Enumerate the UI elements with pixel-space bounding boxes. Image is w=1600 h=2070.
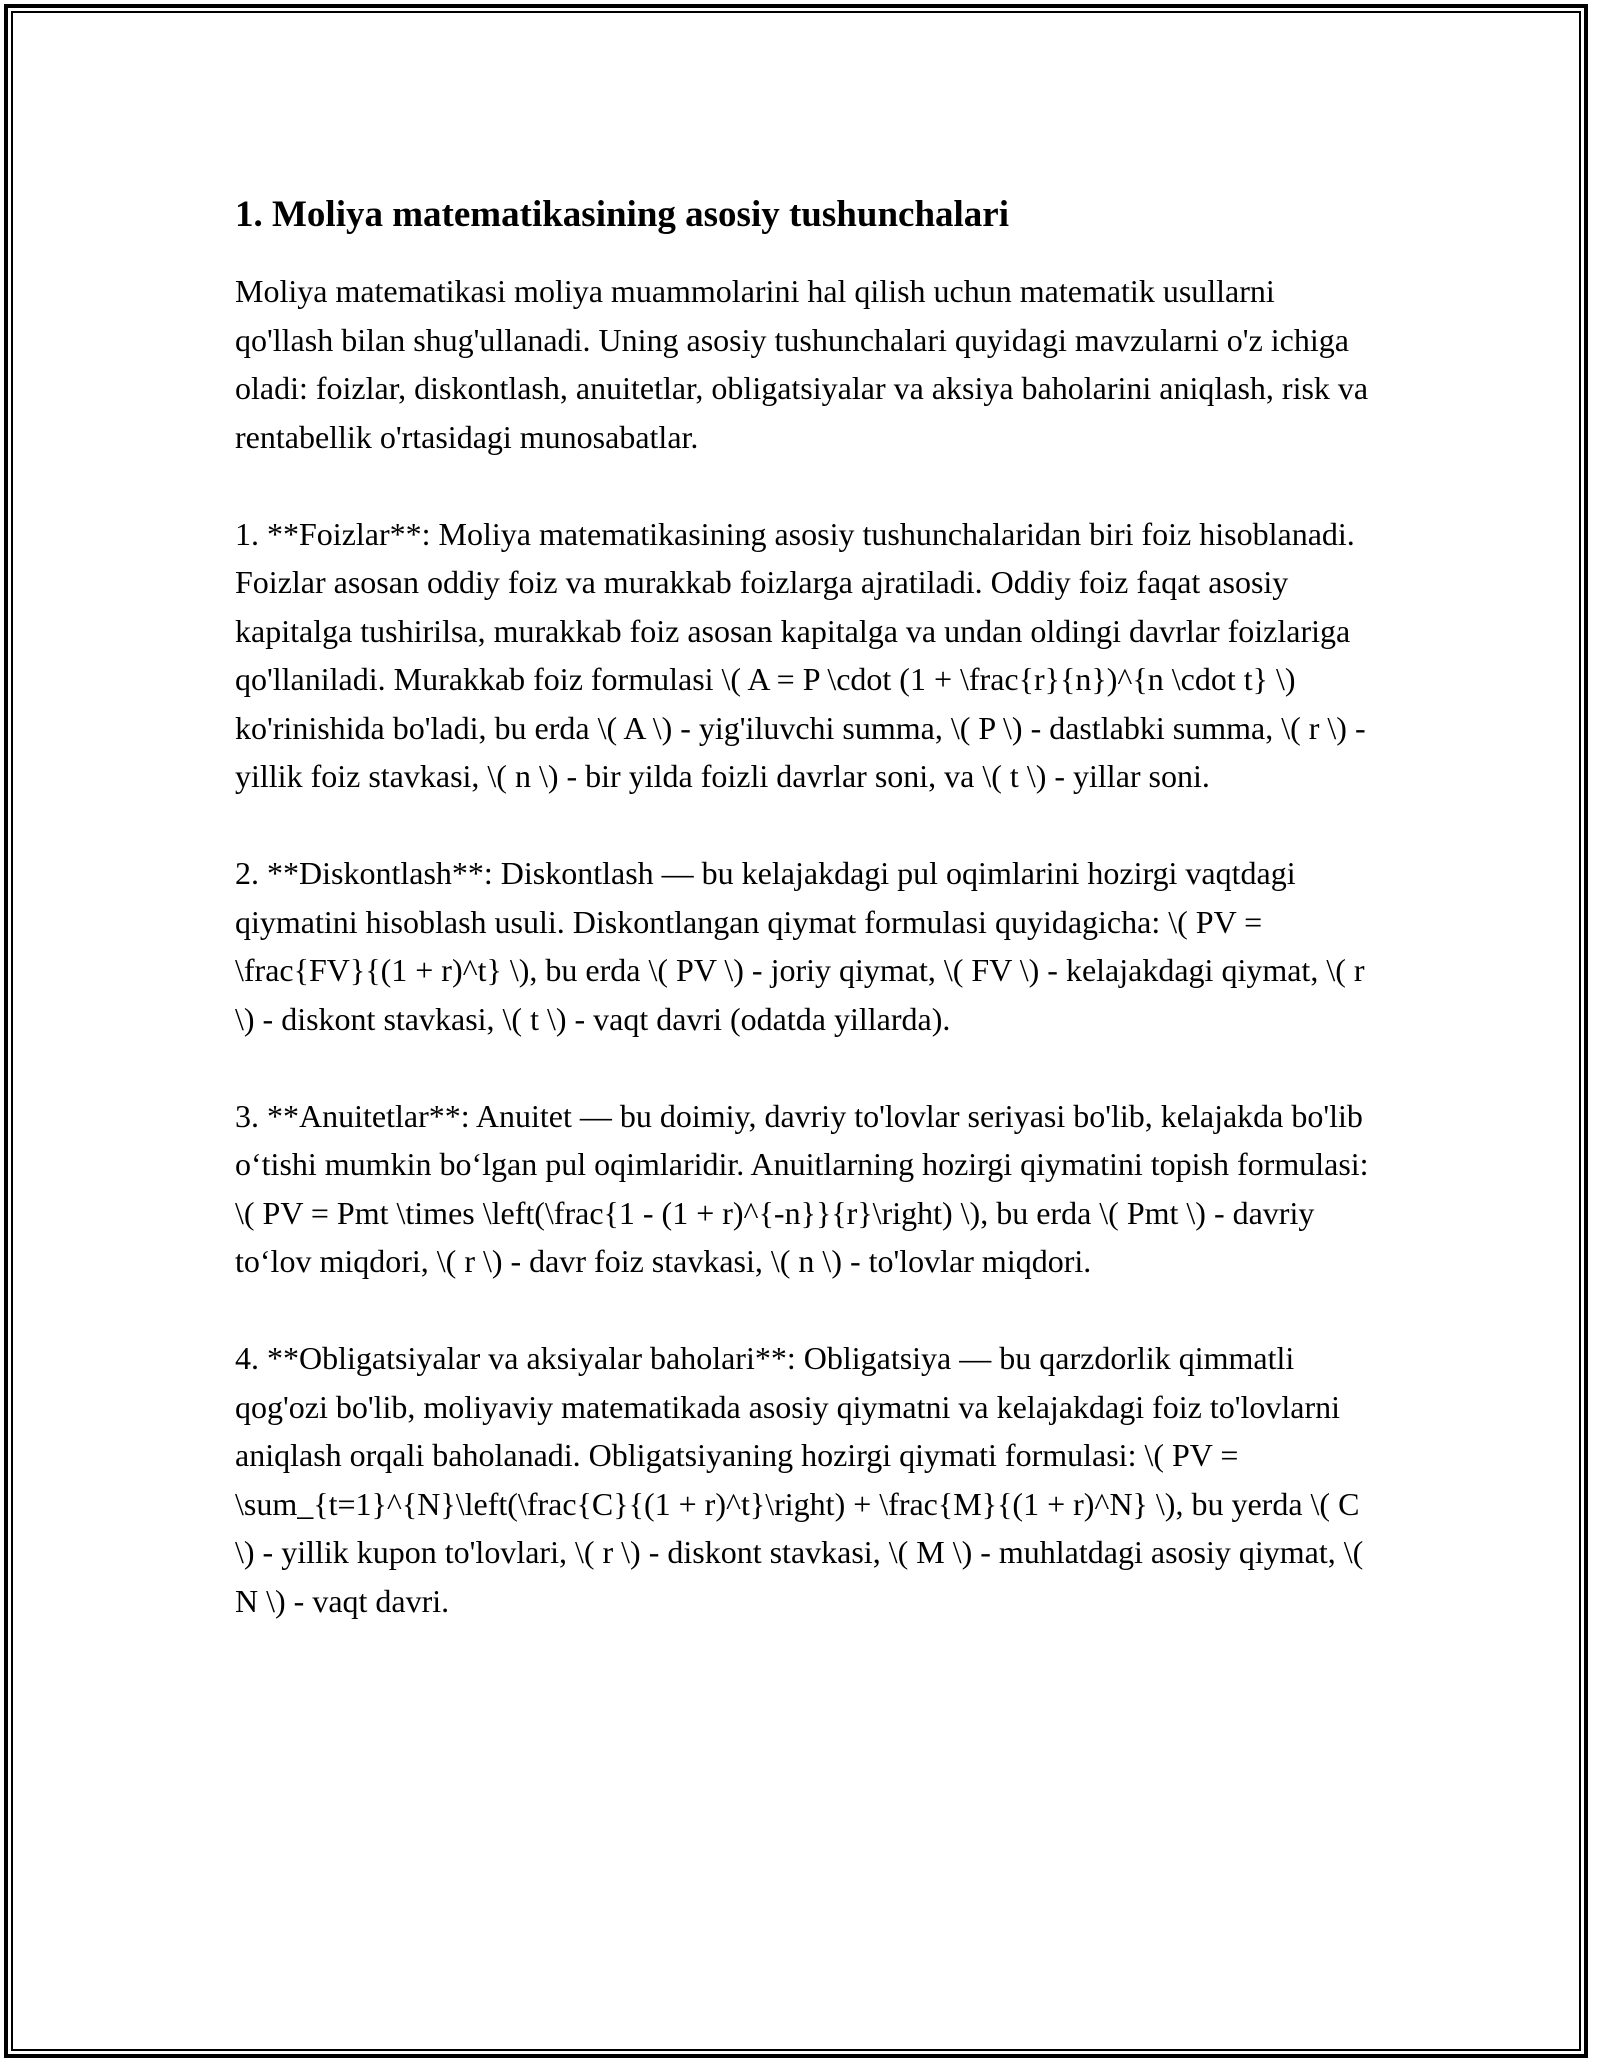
paragraph-diskontlash: 2. **Diskontlash**: Diskontlash — bu kelajakdagi pul oqimlarini hozirgi vaqtdagi qiymatini hisoblash usuli. Diskontlangan qiymat formulasi quyidagicha: \( PV = \frac{FV}{(1 + r)^t} \), bu erda \( PV \) - joriy qiymat, \( FV \) - kelajakdagi qiymat, \( r \) - diskont stavkasi, \( t \) - vaqt davri (odatda yillarda).: [235, 855, 1365, 1037]
paragraph-anuitetlar: 3. **Anuitetlar**: Anuitet — bu doimiy, davriy to'lovlar seriyasi bo'lib, kelajakda bo'lib o‘tishi mumkin bo‘lgan pul oqimlaridir. Anuitlarning hozirgi qiymatini topish formulasi: \( PV = Pmt \times \left(\frac{1 - (1 + r)^{-n}}{r}\right) \), bu erda \( Pmt \) - davriy to‘lov miqdori, \( r \) - davr foiz stavkasi, \( n \) - to'lovlar miqdori.: [235, 1097, 1369, 1279]
paragraph-foizlar: 1. **Foizlar**: Moliya matematikasining asosiy tushunchalaridan biri foiz hisoblanadi. Foizlar asosan oddiy foiz va murakkab foizlarga ajratiladi. Oddiy foiz faqat asosiy kapitalga tushirilsa, murakkab foiz asosan kapitalga va undan oldingi davrlar foizlariga qo'llaniladi. Murakkab foiz formulasi \( A = P \cdot (1 + \frac{r}{n})^{n \cdot t} \) ko'rinishida bo'ladi, bu erda \( A \) - yig'iluvchi summa, \( P \) - dastlabki summa, \( r \) - yillik foiz stavkasi, \( n \) - bir yilda foizli davrlar soni, va \( t \) - yillar soni.: [235, 515, 1366, 794]
document-title: 1. Moliya matematikasining asosiy tushunchalari: [235, 194, 1010, 235]
document-body: [235, 185, 1370, 1674]
paragraph-intro: Moliya matematikasi moliya muammolarini hal qilish uchun matematik usullarni qo'llash bilan shug'ullanadi. Uning asosiy tushunchalari quyidagi mavzularni o'z ichiga oladi: foizlar, diskontlash, anuitetlar, obligatsiyalar va aksiya baholarini aniqlash, risk va rentabellik o'rtasidagi munosabatlar.: [235, 273, 1369, 455]
paragraph-obligatsiyalar: 4. **Obligatsiyalar va aksiyalar baholari**: Obligatsiya — bu qarzdorlik qimmatli qog'ozi bo'lib, moliyaviy matematikada asosiy qiymatni va kelajakdagi foiz to'lovlarni aniqlash orqali baholanadi. Obligatsiyaning hozirgi qiymati formulasi: \( PV = \sum_{t=1}^{N}\left(\frac{C}{(1 + r)^t}\right) + \frac{M}{(1 + r)^N} \), bu yerda \( C \) - yillik kupon to'lovlari, \( r \) - diskont stavkasi, \( M \) - muhlatdagi asosiy qiymat, \( N \) - vaqt davri.: [235, 1340, 1364, 1619]
